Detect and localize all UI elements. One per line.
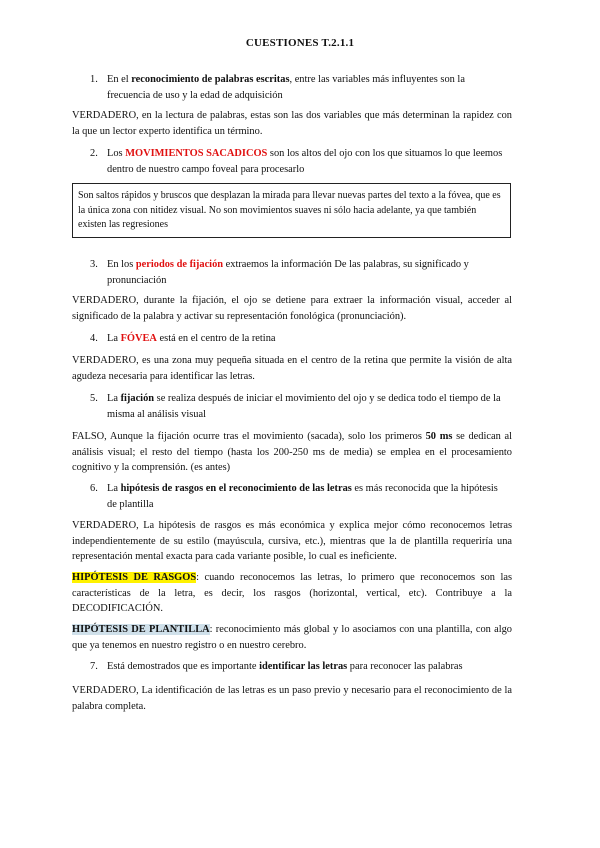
bold-term: 50 ms: [425, 431, 453, 442]
highlight-term: periodos de fijación: [135, 259, 224, 270]
answer-3: VERDADERO, durante la fijación, el ojo se detiene para extraer la información visual, acceder al significado de la palabra y activar su representación fonológica (pronunciación).: [72, 295, 512, 322]
question-2: [90, 146, 510, 177]
text-segment: En el: [107, 74, 132, 85]
answer-4: VERDADERO, es una zona muy pequeña situada en el centro de la retina que permite la visión de alta agudeza necesaria para identificar las letras.: [72, 355, 512, 382]
question-number: 3.: [90, 259, 98, 270]
text-segment: son los altos del ojo con los que situamos lo que leemos dentro de nuestro campo foveal para procesarlo: [107, 148, 503, 175]
question-number: 2.: [90, 148, 98, 159]
question-3: [90, 257, 510, 288]
highlighted-heading: HIPÓTESIS DE RASGOS: [72, 572, 197, 583]
question-text: [107, 257, 510, 288]
text-segment: Está demostrados que es importante: [107, 661, 260, 672]
question-6: [90, 481, 510, 512]
text-segment: : cuando reconocemos las letras, lo primero que reconocemos son las características de la letra, es decir, los rasgos (horizontal, vertical, etc). Contribuye a la DECODIFICACIÓN.: [72, 572, 512, 615]
highlight-term: FÓVEA: [120, 333, 157, 344]
question-text: [107, 481, 510, 512]
page-title: CUESTIONES T.2.1.1: [245, 37, 355, 49]
question-text: [107, 146, 510, 177]
question-text: [107, 331, 510, 347]
question-5: [90, 391, 510, 422]
text-segment: La: [107, 393, 121, 404]
question-1: [90, 72, 510, 103]
text-segment: está en el centro de la retina: [156, 333, 276, 344]
answer-7: VERDADERO, La identificación de las letras es un paso previo y necesario para el reconocimiento de la palabra completa.: [72, 685, 512, 712]
text-segment: , entre las variables más influyentes son la frecuencia de uso y la edad de adquisición: [107, 74, 465, 101]
text-segment: La: [107, 333, 121, 344]
text-segment: se dedican al análisis visual; el resto del tiempo (hasta los 200-250 ms de media) se emplea en el procesamiento cognitivo y la comprensión. (es antes): [72, 431, 512, 474]
bold-term: identificar las letras: [259, 661, 348, 672]
question-number: 4.: [90, 333, 98, 344]
text-segment: La: [107, 483, 121, 494]
question-text: [107, 391, 510, 422]
answer-1: VERDADERO, en la lectura de palabras, estas son las dos variables que más determinan la rapidez con la que un lector experto identifica un término.: [72, 110, 512, 137]
text-segment: En los: [107, 259, 136, 270]
question-text: [107, 659, 510, 675]
bold-term: hipótesis de rasgos en el reconocimiento de las letras: [120, 483, 352, 494]
highlighted-heading: HIPÓTESIS DE PLANTILLA: [72, 624, 210, 635]
question-number: 6.: [90, 483, 98, 494]
note-rasgos: [72, 570, 512, 617]
question-7: [90, 659, 510, 675]
question-text: [107, 72, 510, 103]
text-segment: : reconocimiento más global y lo asociamos con una plantilla, con algo que ya tenemos en nuestro registro o en nuestro cerebro.: [72, 624, 512, 651]
text-segment: se realiza después de iniciar el movimiento del ojo y se dedica todo el tiempo de la misma al análisis visual: [107, 393, 501, 420]
text-segment: para reconocer las palabras: [347, 661, 463, 672]
bold-term: reconocimiento de palabras escritas: [131, 74, 290, 85]
question-4: [90, 331, 510, 347]
answer-5: [72, 429, 512, 476]
question-number: 5.: [90, 393, 98, 404]
answer-box-2: Son saltos rápidos y bruscos que desplazan la mirada para llevar nuevas partes del texto a la fóvea, que es la única zona con nitidez visual. No son movimientos suaves ni sólo hacia adelante, ya que también existen las regresiones: [72, 183, 511, 238]
question-number: 7.: [90, 661, 98, 672]
text-segment: FALSO, Aunque la fijación ocurre tras el movimiento (sacada), solo los primeros: [72, 431, 426, 442]
question-number: 1.: [90, 74, 98, 85]
text-segment: es más reconocida que la hipótesis de plantilla: [107, 483, 498, 510]
text-segment: Los: [107, 148, 126, 159]
text-segment: extraemos la información De las palabras, su significado y pronunciación: [107, 259, 469, 286]
bold-term: fijación: [120, 393, 155, 404]
answer-6: VERDADERO, La hipótesis de rasgos es más económica y explica mejor cómo reconocemos letras independientemente de su estilo (mayúscula, cursiva, etc.), mientras que la de plantilla requeriría una representación mental exacta para cada variante posible, lo cual es ineficiente.: [72, 520, 512, 563]
highlight-term: MOVIMIENTOS SACADICOS: [125, 148, 268, 159]
note-plantilla: [72, 622, 512, 653]
